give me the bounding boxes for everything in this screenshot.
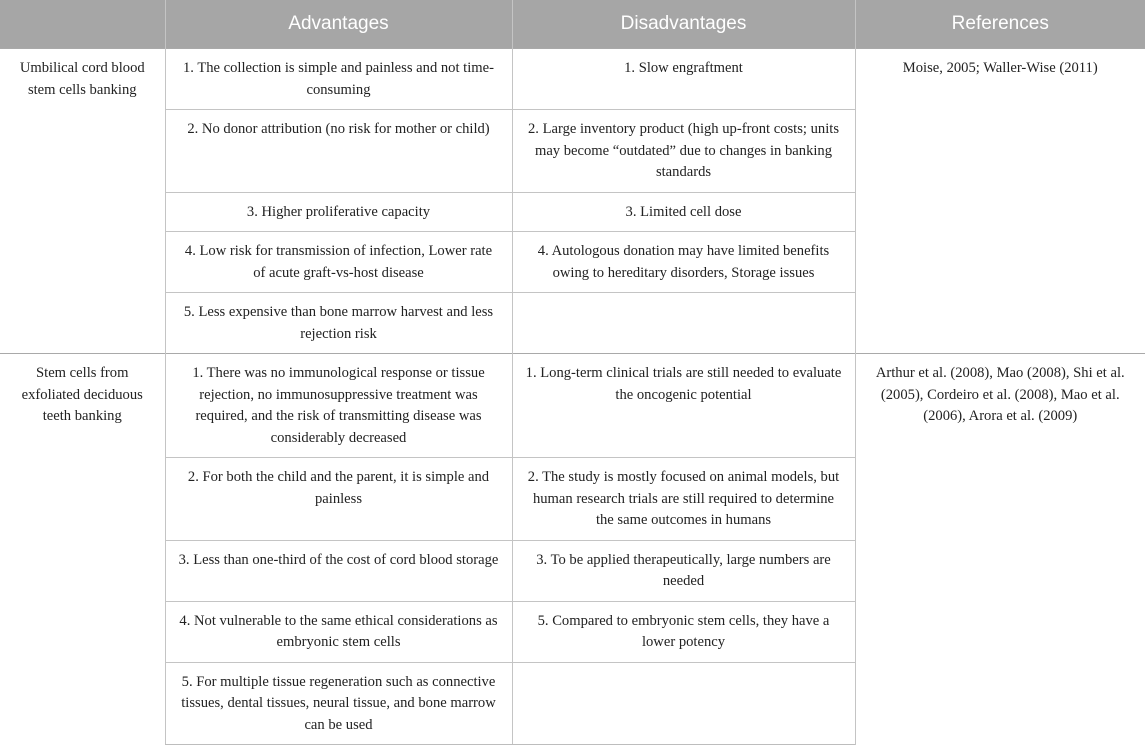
disadvantage-cell: 5. Compared to embryonic stem cells, they have a lower potency [512,601,855,662]
advantage-cell: 4. Low risk for transmission of infection, Lower rate of acute graft-vs-host disease [165,232,512,293]
advantage-cell: 5. Less expensive than bone marrow harvest and less rejection risk [165,293,512,354]
advantage-cell: 4. Not vulnerable to the same ethical considerations as embryonic stem cells [165,601,512,662]
header-category [0,0,165,49]
advantage-cell: 1. There was no immunological response or tissue rejection, no immunosuppressive treatment was required, and the risk of transmitting disease was considerably decreased [165,354,512,458]
disadvantage-cell: 3. Limited cell dose [512,192,855,232]
advantage-cell: 2. For both the child and the parent, it is simple and painless [165,458,512,541]
advantage-cell: 3. Less than one-third of the cost of cord blood storage [165,540,512,601]
disadvantage-cell: 2. Large inventory product (high up-front costs; units may become “outdated” due to changes in banking standards [512,110,855,193]
references-cord-blood: Moise, 2005; Waller-Wise (2011) [855,49,1145,354]
row-label-cord-blood: Umbilical cord blood stem cells banking [0,49,165,354]
disadvantage-cell [512,293,855,354]
table-row [0,354,1145,458]
header-references: References [855,0,1145,49]
advantage-cell: 2. No donor attribution (no risk for mother or child) [165,110,512,193]
header-advantages: Advantages [165,0,512,49]
advantage-cell: 3. Higher proliferative capacity [165,192,512,232]
disadvantage-cell: 1. Slow engraftment [512,49,855,110]
header-row [0,0,1145,49]
advantage-cell: 1. The collection is simple and painless and not time-consuming [165,49,512,110]
disadvantage-cell: 1. Long-term clinical trials are still needed to evaluate the oncogenic potential [512,354,855,458]
references-deciduous-teeth: Arthur et al. (2008), Mao (2008), Shi et al. (2005), Cordeiro et al. (2008), Mao et al. (2006), Arora et al. (2009) [855,354,1145,745]
table-row [0,49,1145,110]
disadvantage-cell: 3. To be applied therapeutically, large numbers are needed [512,540,855,601]
disadvantage-cell: 2. The study is mostly focused on animal models, but human research trials are still required to determine the same outcomes in humans [512,458,855,541]
header-disadvantages: Disadvantages [512,0,855,49]
disadvantage-cell [512,662,855,745]
row-label-deciduous-teeth: Stem cells from exfoliated deciduous teeth banking [0,354,165,745]
advantage-cell: 5. For multiple tissue regeneration such as connective tissues, dental tissues, neural tissue, and bone marrow can be used [165,662,512,745]
disadvantage-cell: 4. Autologous donation may have limited benefits owing to hereditary disorders, Storage issues [512,232,855,293]
